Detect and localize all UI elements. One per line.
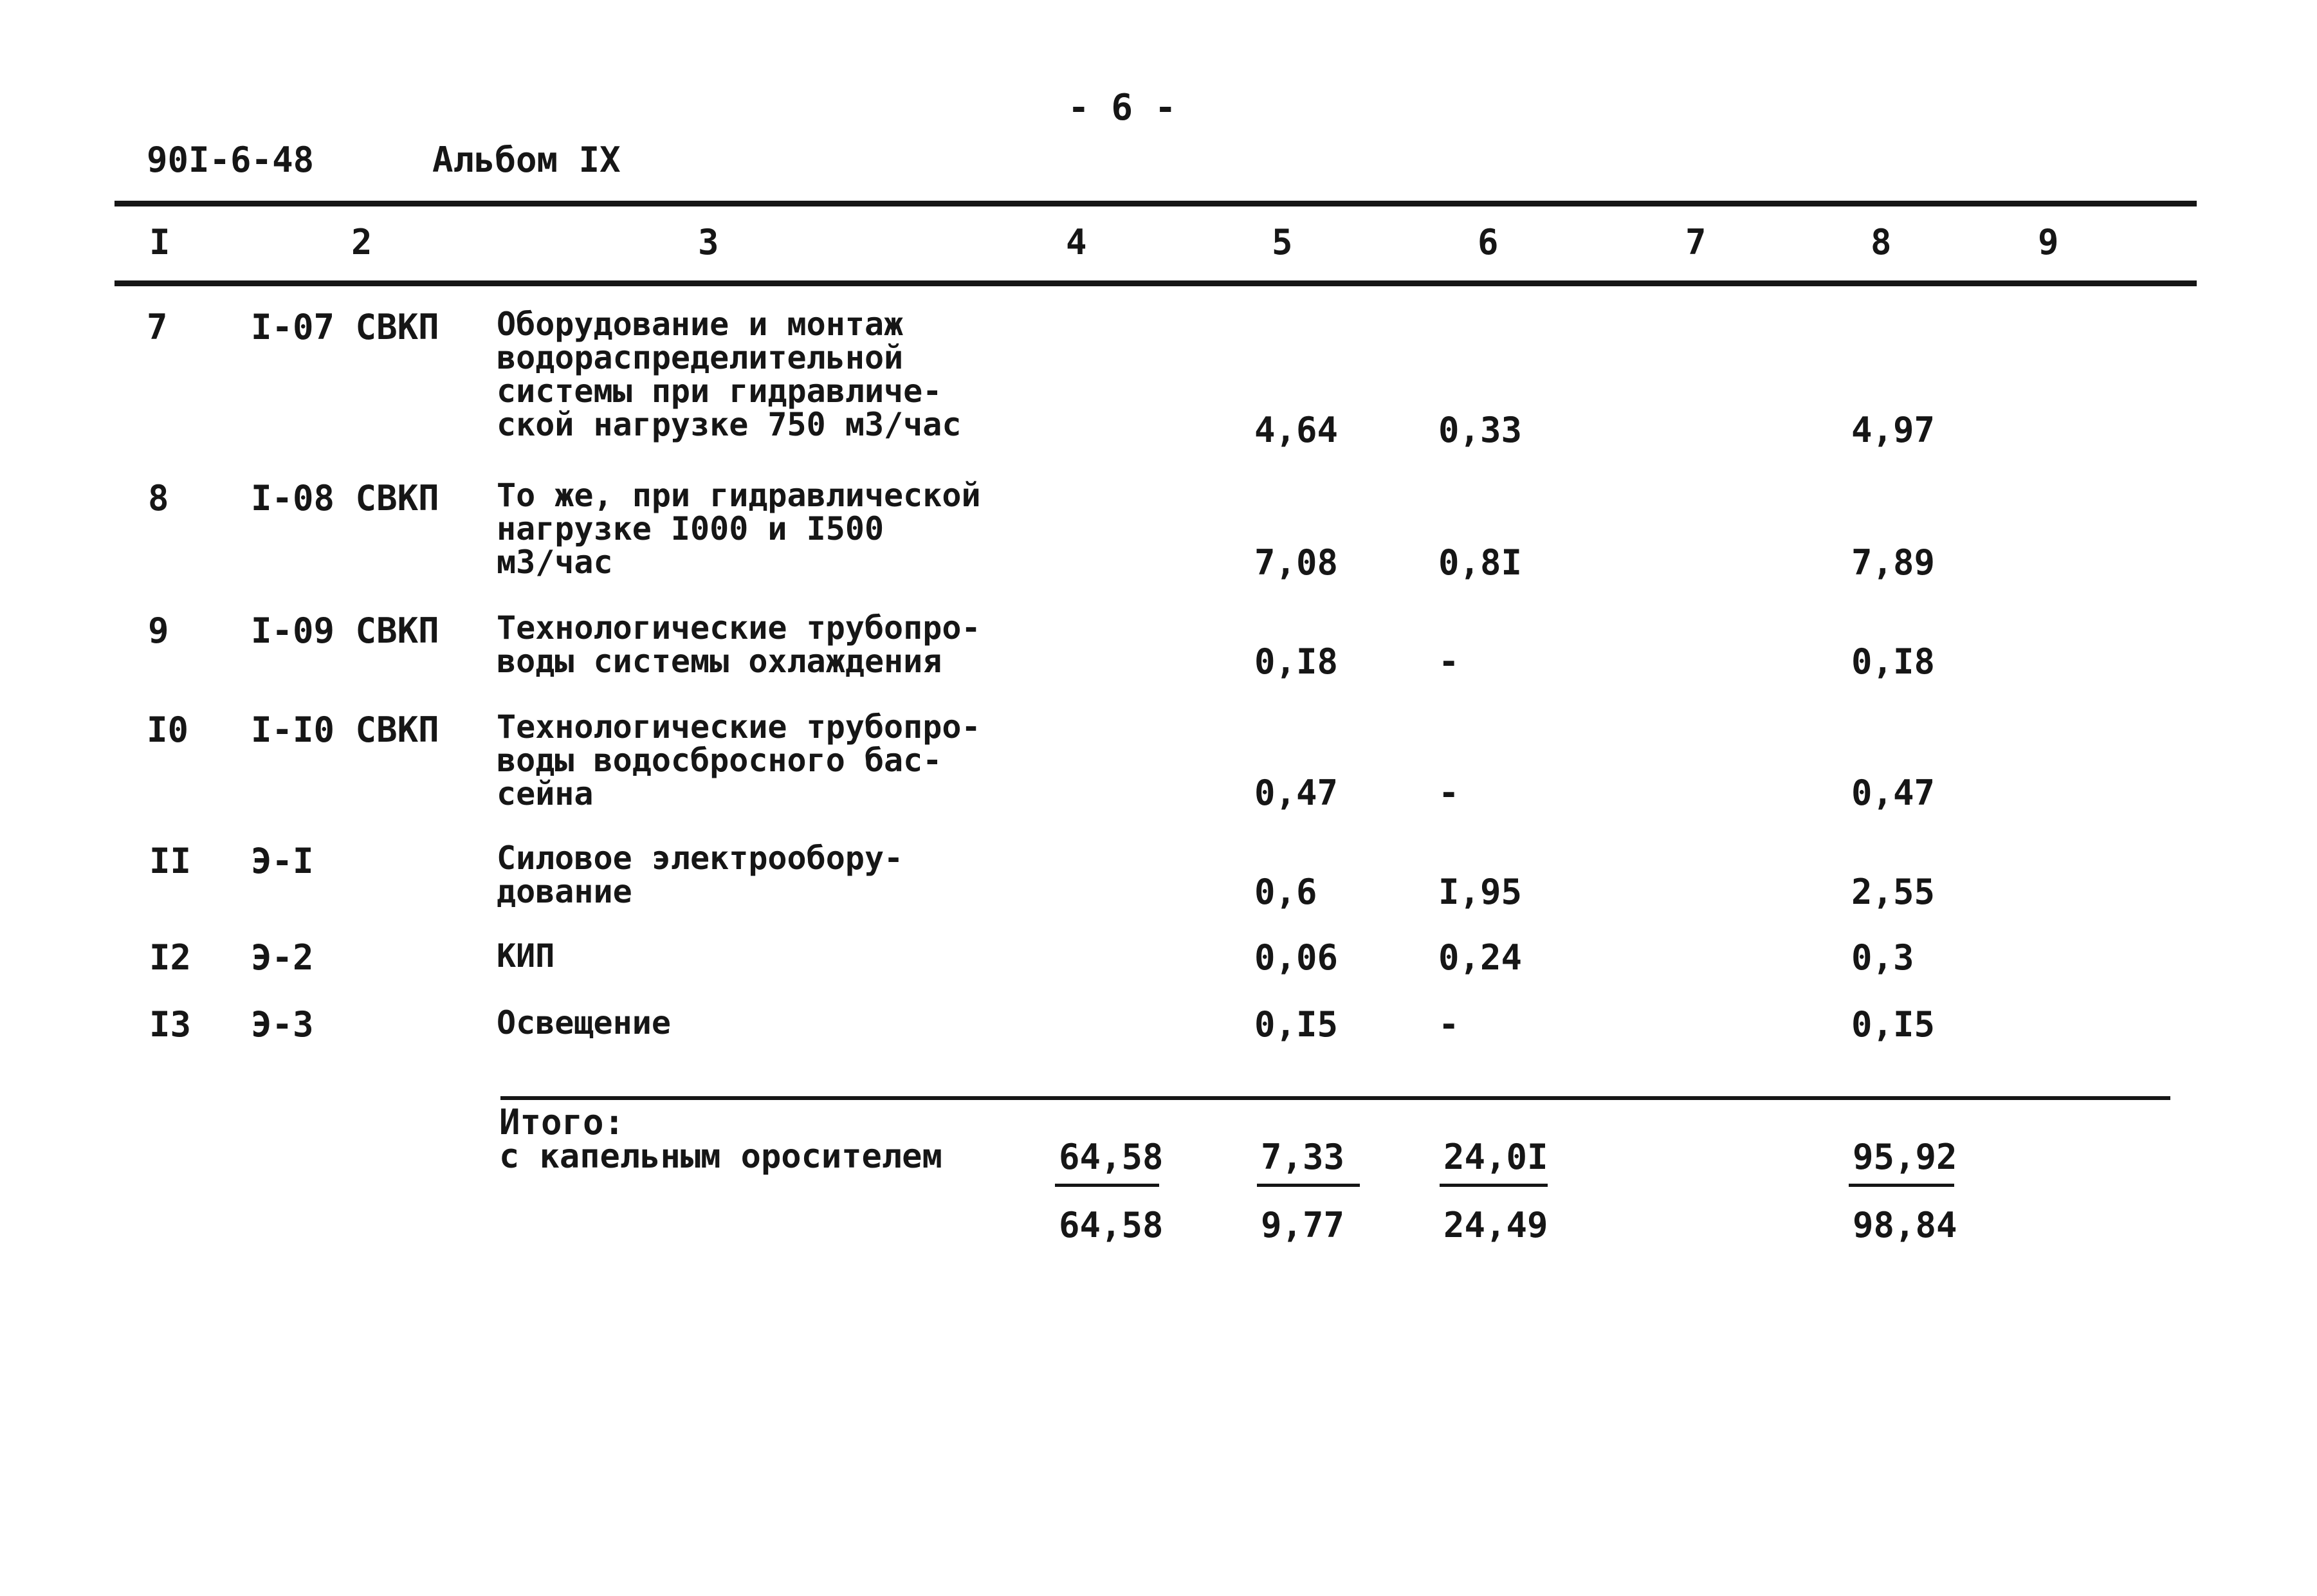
total-col5-bottom: 9,77	[1261, 1205, 1345, 1245]
document-code: 90I-6-48	[147, 140, 315, 180]
row-description-line: нагрузке I000 и I500	[497, 510, 884, 547]
column-header-8: 8	[1871, 222, 1892, 262]
row-code: I-09 СВКП	[251, 610, 439, 651]
row-description	[497, 841, 903, 908]
total-col6-top: 24,0I	[1443, 1137, 1548, 1177]
album-label: Альбом IX	[432, 140, 621, 180]
row-description	[497, 1006, 671, 1040]
row-description-line: водораспределительной	[497, 339, 904, 376]
row-description	[497, 479, 981, 579]
row-code: I-08 СВКП	[251, 478, 439, 518]
cell-col8: 0,I8	[1851, 641, 1936, 682]
row-description	[497, 710, 981, 811]
total-col5-divider	[1257, 1184, 1360, 1187]
cell-col6: -	[1438, 641, 1460, 682]
cell-col6: 0,24	[1438, 937, 1523, 978]
row-description-line: воды водосбросного бас-	[497, 742, 942, 779]
total-col5-top: 7,33	[1261, 1137, 1345, 1177]
cell-col8: 0,47	[1851, 773, 1936, 813]
cell-col8: 2,55	[1851, 872, 1936, 912]
row-description	[497, 307, 961, 441]
row-description-line: м3/час	[497, 544, 613, 581]
row-description-line: КИП	[497, 937, 555, 975]
row-description-line: сейна	[497, 775, 594, 812]
cell-col8: 0,3	[1851, 937, 1914, 978]
row-code: I-I0 СВКП	[251, 710, 439, 750]
row-description-line: системы при гидравличе-	[497, 372, 942, 410]
cell-col5: 4,64	[1254, 410, 1339, 450]
row-number: I3	[149, 1004, 192, 1045]
page-number: - 6 -	[1068, 87, 1177, 129]
cell-col6: 0,8I	[1438, 542, 1523, 583]
totals-rule	[500, 1096, 2170, 1100]
row-code: Э-3	[251, 1004, 314, 1045]
row-code: Э-2	[251, 937, 314, 978]
row-description-line: Оборудование и монтаж	[497, 306, 904, 343]
row-description-line: воды системы охлаждения	[497, 643, 942, 680]
row-code: Э-I	[251, 841, 314, 881]
cell-col5: 0,6	[1254, 872, 1317, 912]
row-number: I2	[149, 937, 192, 978]
total-col6-divider	[1440, 1184, 1548, 1187]
column-header-6: 6	[1478, 222, 1499, 262]
total-sublabel: с капельным оросителем	[499, 1137, 942, 1176]
row-description-line: ской нагрузке 750 м3/час	[497, 406, 962, 443]
row-description-line: Освещение	[497, 1004, 671, 1041]
total-col4-divider	[1055, 1184, 1159, 1187]
column-header-7: 7	[1685, 222, 1707, 262]
cell-col5: 0,06	[1254, 937, 1339, 978]
column-header-2: 2	[351, 222, 372, 262]
row-number: 9	[148, 610, 169, 651]
row-number: II	[149, 841, 192, 881]
total-col4-bottom: 64,58	[1059, 1205, 1164, 1245]
cell-col8: 0,I5	[1851, 1004, 1936, 1045]
column-header-4: 4	[1066, 222, 1087, 262]
total-col4-top: 64,58	[1059, 1137, 1164, 1177]
cell-col5: 0,I5	[1254, 1004, 1339, 1045]
column-header-3: 3	[698, 222, 719, 262]
row-description-line: Технологические трубопро-	[497, 708, 981, 746]
row-description	[497, 939, 554, 973]
cell-col8: 4,97	[1851, 410, 1936, 450]
cell-col5: 0,I8	[1254, 641, 1339, 682]
total-col8-divider	[1849, 1184, 1954, 1187]
cell-col6: -	[1438, 1004, 1460, 1045]
row-code: I-07 СВКП	[251, 307, 439, 347]
total-col6-bottom: 24,49	[1443, 1205, 1548, 1245]
column-header-5: 5	[1272, 222, 1293, 262]
total-col8-top: 95,92	[1853, 1137, 1957, 1177]
row-number: 8	[148, 478, 169, 518]
table-header-rule	[114, 280, 2197, 286]
row-description-line: То же, при гидравлической	[497, 477, 981, 514]
row-description	[497, 611, 981, 678]
cell-col5: 0,47	[1254, 773, 1339, 813]
total-col8-bottom: 98,84	[1853, 1205, 1957, 1245]
cell-col6: 0,33	[1438, 410, 1523, 450]
column-header-9: 9	[2038, 222, 2059, 262]
row-number: 7	[147, 307, 168, 347]
row-number: I0	[147, 710, 189, 750]
table-top-rule	[114, 201, 2197, 206]
cell-col6: I,95	[1438, 872, 1523, 912]
row-description-line: Силовое электрообору-	[497, 839, 904, 877]
total-label: Итого:	[499, 1102, 625, 1142]
cell-col6: -	[1438, 773, 1460, 813]
row-description-line: Технологические трубопро-	[497, 609, 981, 647]
cell-col8: 7,89	[1851, 542, 1936, 583]
row-description-line: дование	[497, 873, 632, 910]
cell-col5: 7,08	[1254, 542, 1339, 583]
column-header-1: I	[149, 222, 170, 262]
